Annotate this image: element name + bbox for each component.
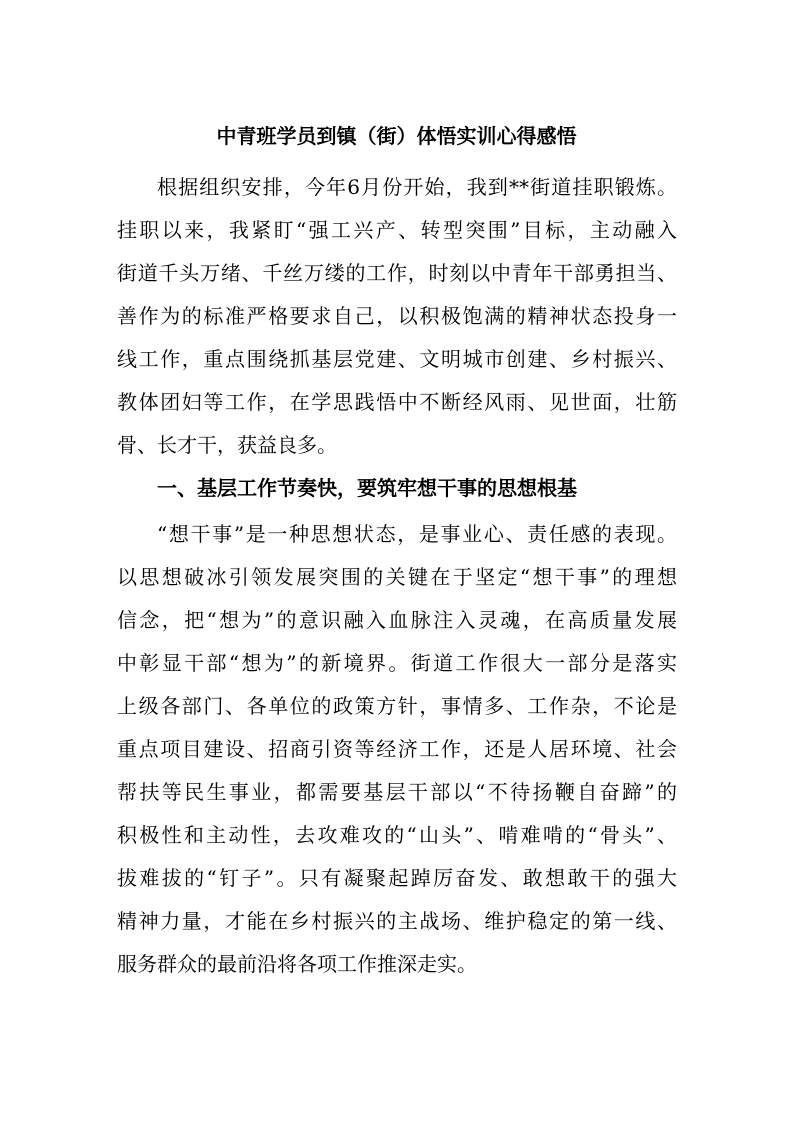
paragraph-line: 上级各部门、各单位的政策方针，事情多、工作杂，不论是: [117, 694, 677, 718]
paragraph-line: 线工作，重点围绕抓基层党建、文明城市创建、乡村振兴、: [117, 347, 677, 371]
paragraph-line: 精神力量，才能在乡村振兴的主战场、维护稳定的第一线、: [117, 909, 677, 933]
paragraph-line: 服务群众的最前沿将各项工作推深走实。: [117, 952, 477, 976]
paragraph-line: 善作为的标准严格要求自己，以积极饱满的精神状态投身一: [117, 304, 677, 328]
paragraph-line: 重点项目建设、招商引资等经济工作，还是人居环境、社会: [117, 737, 677, 761]
paragraph-line: 信念，把“想为”的意识融入血脉注入灵魂，在高质量发展: [117, 608, 677, 632]
section-heading: 一、基层工作节奏快，要筑牢想干事的思想根基: [157, 476, 577, 500]
document-title: 中青班学员到镇（街）体悟实训心得感悟: [216, 124, 577, 148]
paragraph-line: 帮扶等民生事业，都需要基层干部以“不待扬鞭自奋蹄”的: [117, 780, 677, 804]
paragraph-line: 拔难拔的“钉子”。只有凝聚起踔厉奋发、敢想敢干的强大: [117, 866, 677, 890]
paragraph-line: 以思想破冰引领发展突围的关键在于坚定“想干事”的理想: [117, 565, 677, 589]
paragraph-line: 积极性和主动性，去攻难攻的“山头”、啃难啃的“骨头”、: [117, 823, 677, 847]
paragraph-line: 中彰显干部“想为”的新境界。街道工作很大一部分是落实: [117, 651, 677, 675]
paragraph-line: 挂职以来，我紧盯“强工兴产、转型突围”目标，主动融入: [117, 218, 677, 242]
paragraph-line: “想干事”是一种思想状态，是事业心、责任感的表现。: [157, 522, 677, 546]
paragraph-line: 街道千头万绪、千丝万缕的工作，时刻以中青年干部勇担当、: [117, 261, 677, 285]
paragraph-line: 骨、长才干，获益良多。: [117, 433, 337, 457]
paragraph-line: 根据组织安排，今年6月份开始，我到**街道挂职锻炼。: [157, 175, 677, 199]
paragraph-line: 教体团妇等工作，在学思践悟中不断经风雨、见世面，壮筋: [117, 390, 677, 414]
